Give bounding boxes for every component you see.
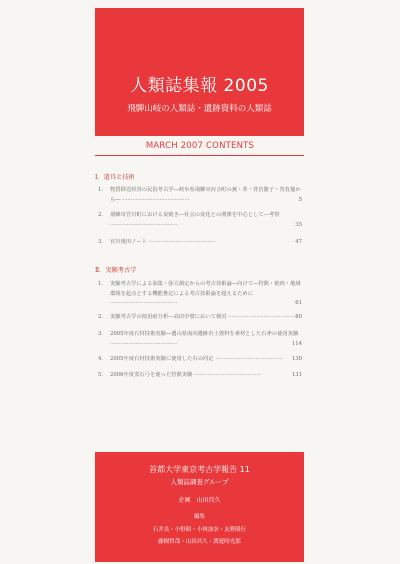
entry-number: 1. — [98, 187, 104, 193]
entry-title: 2006年度霊石弓を使った狩猟実験 ········································ — [110, 372, 262, 378]
toc-entry — [98, 280, 302, 309]
contents-rule — [95, 155, 304, 156]
research-group: 人類誌調査グループ — [170, 478, 229, 486]
entry-page: 5 — [298, 196, 302, 203]
entry-title: 物質移送経営の民俗考古学―岐阜県飛騨市河合町の蕪・革・背負籠子・背負籠から― ········································ — [110, 187, 301, 203]
entry-title: 実験考古学による油集・弥力測定からの考古技術論―向けて―狩猟・焼肉・地域環境を起点とする機能推定による考古技術論を超えるために ········································ — [110, 281, 301, 306]
editors-line: 石井良・小野昭・小林加奈・友野隆行 — [152, 527, 247, 533]
entry-title: 飛騨市宮川町における炭焼き―社会の変化との関係を中心として―考察 ········································ — [110, 212, 280, 228]
title-block — [95, 8, 304, 136]
entry-page: 114 — [291, 340, 302, 347]
entry-page: 80 — [295, 314, 302, 320]
entry-title: 官川後田ノート ········································ — [110, 239, 216, 245]
entry-page: 47 — [295, 239, 302, 245]
toc-entry — [98, 186, 302, 205]
section-heading: Ⅱ．実験考古学 — [95, 267, 137, 274]
entry-page: 35 — [295, 221, 302, 228]
entry-title: 2005年度石材技術実験に使用した石の同定 ········································ — [110, 356, 283, 362]
footer-block — [95, 452, 304, 562]
toc-entry — [98, 211, 302, 230]
entry-number: 2. — [98, 314, 104, 320]
contents-header: MARCH 2007 CONTENTS — [145, 141, 255, 151]
entry-number: 3. — [98, 331, 104, 337]
series-title: 首都大学東京考古学報告 11 — [149, 465, 250, 474]
toc-entry — [98, 238, 302, 248]
entry-number: 3. — [98, 239, 104, 245]
entry-number: 1. — [98, 281, 104, 287]
entry-number: 5. — [98, 372, 104, 378]
toc-entry — [98, 371, 302, 381]
entry-title: 2005年度石材技術実験―遺山県南向遺跡出土資料を素材とした石斧の使用実験 ········································ — [110, 331, 299, 347]
editors-line: 藤樹哲哉・山田昌久・渡遊時光郎 — [158, 539, 241, 545]
entry-page: 130 — [291, 356, 302, 362]
planning-credit: 企画 山田昌久 — [178, 497, 221, 504]
toc-entry — [98, 355, 302, 365]
report-subtitle: 飛騨山岐の人類誌・遺跡資料の人類誌 — [127, 104, 272, 114]
toc-entry — [98, 313, 302, 323]
entry-number: 4. — [98, 356, 104, 362]
entry-page: 61 — [295, 300, 302, 306]
entry-title: 実験考古学の使用痕分析―高田亭窟において検討 ········································ — [110, 314, 296, 320]
report-title: 人類誌集報 2005 — [130, 76, 269, 96]
entry-page: 131 — [291, 372, 302, 378]
entry-number: 2. — [98, 212, 104, 218]
section-heading: Ⅰ．道具と技術 — [95, 174, 135, 181]
toc-entry — [98, 330, 302, 349]
editing-label: 編集 — [193, 514, 205, 520]
